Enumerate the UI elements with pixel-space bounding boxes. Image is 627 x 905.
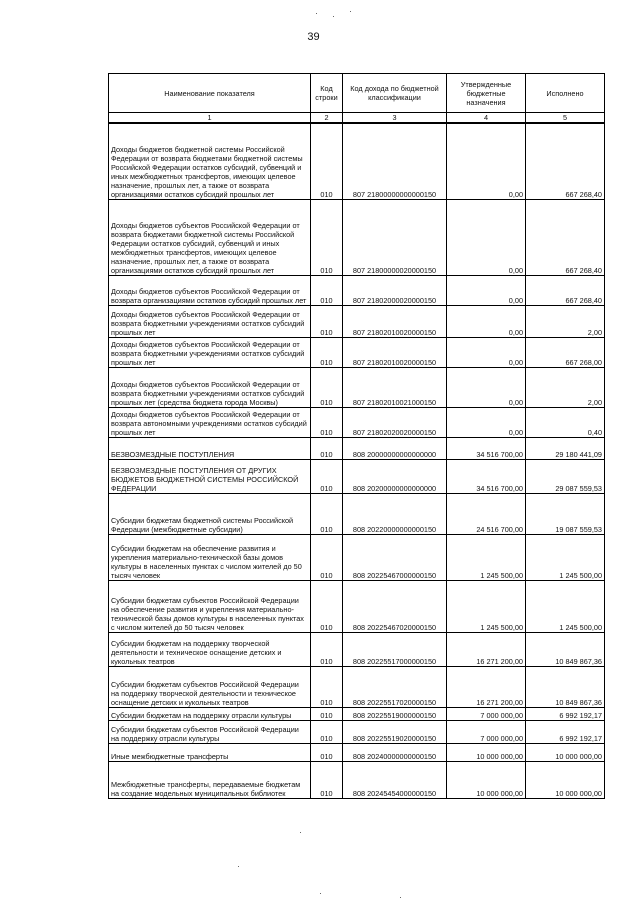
cell-line: 010 [311,534,343,580]
column-number: 4 [447,113,526,124]
table-row [109,534,605,580]
column-number: 3 [343,113,447,124]
cell-approved: 34 516 700,00 [447,437,526,459]
cell-approved: 34 516 700,00 [447,459,526,493]
cell-executed: 667 268,00 [526,337,605,367]
cell-code: 808 20240000000000150 [343,743,447,761]
table-row [109,632,605,666]
cell-code: 807 21800000000000150 [343,123,447,199]
table-row [109,459,605,493]
cell-code: 808 20225467000000150 [343,534,447,580]
table-row [109,337,605,367]
cell-code: 808 20225519000000150 [343,707,447,720]
cell-approved: 1 245 500,00 [447,534,526,580]
cell-executed: 6 992 192,17 [526,707,605,720]
cell-executed: 19 087 559,53 [526,493,605,534]
cell-name: Субсидии бюджетам на поддержку отрасли культуры [109,707,311,720]
table-row [109,707,605,720]
cell-executed: 29 087 559,53 [526,459,605,493]
header-approved: Утвержденные бюджетные назначения [447,74,526,113]
cell-approved: 7 000 000,00 [447,707,526,720]
table-row [109,720,605,743]
cell-line: 010 [311,275,343,305]
cell-executed: 667 268,40 [526,123,605,199]
cell-name: Субсидии бюджетам субъектов Российской Федерации на поддержку творческой деятельности и техническое оснащение детских и кукольных театров [109,666,311,707]
table-row [109,305,605,337]
cell-executed: 10 000 000,00 [526,761,605,798]
budget-execution-table [108,73,605,799]
table-row [109,743,605,761]
cell-name: Доходы бюджетов субъектов Российской Федерации от возврата автономными учреждениями остатков субсидий прошлых лет [109,407,311,437]
cell-code: 807 21802010020000150 [343,305,447,337]
cell-approved: 0,00 [447,305,526,337]
table-row [109,275,605,305]
cell-line: 010 [311,367,343,407]
table-row [109,367,605,407]
scan-speck [350,11,351,12]
cell-line: 010 [311,743,343,761]
cell-executed: 1 245 500,00 [526,580,605,632]
cell-code: 808 20245454000000150 [343,761,447,798]
cell-code: 807 21802010021000150 [343,367,447,407]
cell-name: Субсидии бюджетам на поддержку творческой деятельности и техническое оснащение детских и кукольных театров [109,632,311,666]
cell-name: Доходы бюджетов субъектов Российской Федерации от возврата бюджетными учреждениями остатков субсидий прошлых лет [109,305,311,337]
cell-executed: 2,00 [526,367,605,407]
cell-name: Субсидии бюджетам субъектов Российской Федерации на поддержку отрасли культуры [109,720,311,743]
cell-name: Доходы бюджетов бюджетной системы Российской Федерации от возврата бюджетами бюджетной системы Российской Федерации остатков субсидий, субвенций и иных межбюджетных трансфертов, имеющих целевое назначение, прошлых лет, а также от возврата организациями остатков субсидий прошлых лет [109,123,311,199]
cell-name: Доходы бюджетов субъектов Российской Федерации от возврата бюджетными учреждениями остатков субсидий прошлых лет [109,337,311,367]
cell-name: Доходы бюджетов субъектов Российской Федерации от возврата организациями остатков субсидий прошлых лет [109,275,311,305]
cell-executed: 2,00 [526,305,605,337]
header-income-code: Код дохода по бюджетной классификации [343,74,447,113]
column-number: 2 [311,113,343,124]
cell-executed: 10 849 867,36 [526,632,605,666]
cell-executed: 10 849 867,36 [526,666,605,707]
cell-code: 808 20225517020000150 [343,666,447,707]
cell-line: 010 [311,580,343,632]
cell-line: 010 [311,407,343,437]
cell-code: 808 20220000000000150 [343,493,447,534]
table-header-row [109,74,605,113]
cell-executed: 667 268,40 [526,199,605,275]
cell-executed: 1 245 500,00 [526,534,605,580]
cell-code: 807 21802020020000150 [343,407,447,437]
cell-name: БЕЗВОЗМЕЗДНЫЕ ПОСТУПЛЕНИЯ ОТ ДРУГИХ БЮДЖЕТОВ БЮДЖЕТНОЙ СИСТЕМЫ РОССИЙСКОЙ ФЕДЕРАЦИИ [109,459,311,493]
cell-name: Доходы бюджетов субъектов Российской Федерации от возврата бюджетами бюджетной системы Российской Федерации остатков субсидий, субвенций и иных межбюджетных трансфертов, имеющих целевое назначение, прошлых лет, а также от возврата организациями остатков субсидий прошлых лет [109,199,311,275]
cell-line: 010 [311,632,343,666]
cell-line: 010 [311,707,343,720]
cell-executed: 0,40 [526,407,605,437]
cell-name: Субсидии бюджетам на обеспечение развития и укрепления материально-технической базы домов культуры в населенных пунктах с числом жителей до 50 тысяч человек [109,534,311,580]
column-numbers-row [109,113,605,124]
cell-line: 010 [311,761,343,798]
cell-approved: 0,00 [447,275,526,305]
cell-code: 807 21802010020000150 [343,337,447,367]
cell-approved: 10 000 000,00 [447,743,526,761]
cell-name: Доходы бюджетов субъектов Российской Федерации от возврата бюджетными учреждениями остатков субсидий прошлых лет (средства бюджета города Москвы) [109,367,311,407]
cell-name: Субсидии бюджетам бюджетной системы Российской Федерации (межбюджетные субсидии) [109,493,311,534]
table-row [109,123,605,199]
scan-speck [238,866,239,867]
cell-approved: 24 516 700,00 [447,493,526,534]
table-row [109,666,605,707]
cell-code: 808 20225519020000150 [343,720,447,743]
table-row [109,199,605,275]
cell-code: 808 20225517000000150 [343,632,447,666]
header-executed: Исполнено [526,74,605,113]
table-row [109,407,605,437]
cell-approved: 16 271 200,00 [447,632,526,666]
cell-line: 010 [311,459,343,493]
cell-name: Межбюджетные трансферты, передаваемые бюджетам на создание модельных муниципальных библиотек [109,761,311,798]
cell-line: 010 [311,720,343,743]
scan-speck [400,897,401,898]
cell-approved: 0,00 [447,367,526,407]
cell-executed: 10 000 000,00 [526,743,605,761]
table-row [109,493,605,534]
table-row [109,580,605,632]
cell-line: 010 [311,305,343,337]
cell-approved: 7 000 000,00 [447,720,526,743]
header-line-code: Код строки [311,74,343,113]
cell-approved: 0,00 [447,407,526,437]
cell-name: Иные межбюджетные трансферты [109,743,311,761]
scan-speck [333,16,334,17]
cell-code: 807 21802000020000150 [343,275,447,305]
cell-approved: 0,00 [447,123,526,199]
scan-speck [320,893,321,894]
cell-line: 010 [311,199,343,275]
cell-line: 010 [311,493,343,534]
cell-approved: 10 000 000,00 [447,761,526,798]
cell-line: 010 [311,666,343,707]
header-name: Наименование показателя [109,74,311,113]
scan-speck [300,832,301,833]
scan-speck [316,13,317,14]
cell-approved: 1 245 500,00 [447,580,526,632]
cell-approved: 16 271 200,00 [447,666,526,707]
cell-approved: 0,00 [447,337,526,367]
column-number: 1 [109,113,311,124]
column-number: 5 [526,113,605,124]
cell-approved: 0,00 [447,199,526,275]
cell-executed: 29 180 441,09 [526,437,605,459]
cell-line: 010 [311,337,343,367]
cell-code: 808 20200000000000000 [343,459,447,493]
page-number: 39 [307,31,320,43]
cell-code: 808 20225467020000150 [343,580,447,632]
cell-name: БЕЗВОЗМЕЗДНЫЕ ПОСТУПЛЕНИЯ [109,437,311,459]
cell-code: 808 20000000000000000 [343,437,447,459]
cell-name: Субсидии бюджетам субъектов Российской Федерации на обеспечение развития и укрепления материально-технической базы домов культуры в населенных пунктах с числом жителей до 50 тысяч человек [109,580,311,632]
cell-line: 010 [311,437,343,459]
cell-line: 010 [311,123,343,199]
table-row [109,437,605,459]
cell-executed: 667 268,40 [526,275,605,305]
cell-executed: 6 992 192,17 [526,720,605,743]
cell-code: 807 21800000020000150 [343,199,447,275]
table-row [109,761,605,798]
